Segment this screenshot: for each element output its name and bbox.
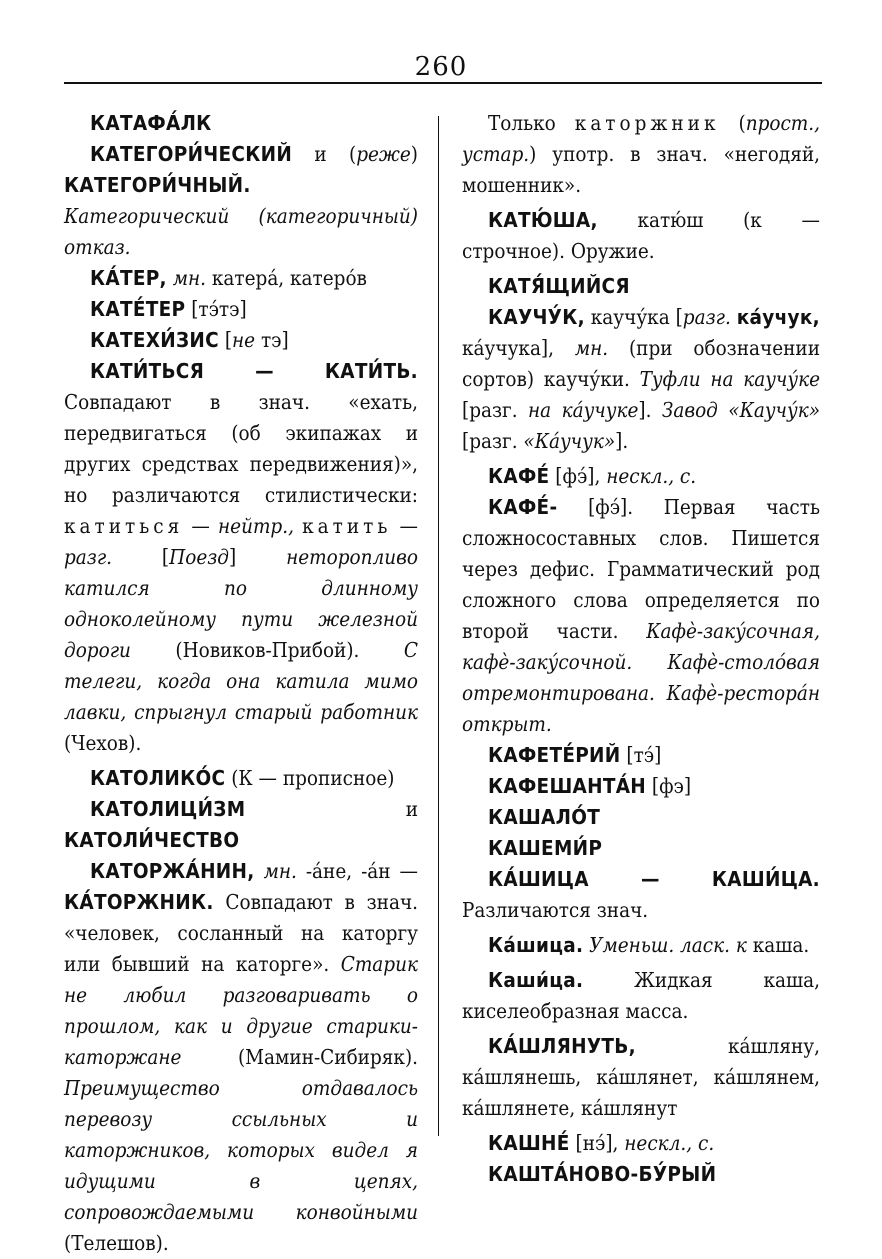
body-text: каша. xyxy=(746,933,810,957)
body-text: и ( xyxy=(292,142,357,166)
body-text: ) употр. в знач. «негодяй, мошенник». xyxy=(462,142,820,197)
headword: КА́ШИЦА — КАШИ́ЦА. xyxy=(488,867,820,891)
italic-text: Поезд xyxy=(169,545,229,569)
headword: КАТЕ́ТЕР xyxy=(90,297,186,321)
body-text: [разг. xyxy=(462,398,528,422)
headword: КАТОЛИЦИ́ЗМ xyxy=(90,797,246,821)
body-text: — xyxy=(391,514,418,538)
italic-text: мн. xyxy=(574,336,609,360)
spaced-text: катиться xyxy=(64,514,184,538)
headword: КАТЕХИ́ЗИС xyxy=(90,328,219,352)
dictionary-entry xyxy=(462,108,820,201)
headword: Каши́ца. xyxy=(488,968,584,992)
dictionary-entry xyxy=(462,833,820,864)
body-text: катю́ш (к — строчное). Оружие. xyxy=(462,208,820,263)
dictionary-entry xyxy=(462,771,820,802)
headword: КАУЧУ́К, xyxy=(488,305,585,329)
body-text: Различаются знач. xyxy=(462,898,649,922)
italic-text: не xyxy=(232,328,256,352)
headword: КАФЕ́- xyxy=(488,495,558,519)
body-text: [тэ́] xyxy=(620,743,662,767)
headword: КА́ТЕР, xyxy=(90,266,167,290)
body-text: (К — прописное) xyxy=(225,766,395,790)
body-text: ( xyxy=(719,111,746,135)
headword: КАТЯ́ЩИЙСЯ xyxy=(488,274,630,298)
spaced-text: катить xyxy=(302,514,392,538)
italic-text: нескл., с. xyxy=(624,1131,715,1155)
headword: КАФЕ́ xyxy=(488,464,550,488)
dictionary-entry xyxy=(462,271,820,302)
dictionary-entry xyxy=(462,965,820,1027)
dictionary-entry xyxy=(64,263,418,294)
dictionary-entry xyxy=(64,139,418,263)
dictionary-entry xyxy=(462,802,820,833)
body-text: ) xyxy=(410,142,418,166)
body-text: Совпадают в знач. «ехать, передвигаться (об экипажах и других средствах передвижения)», но различаются стилистически: xyxy=(64,390,418,507)
italic-text: Уменьш. ласк. xyxy=(589,933,730,957)
italic-text: к xyxy=(735,933,747,957)
dictionary-entry xyxy=(462,930,820,961)
dictionary-entry xyxy=(64,794,418,856)
body-text: ] xyxy=(229,545,287,569)
italic-text: Преимущество отдавалось перевозу ссыльных и каторжников, которых видел я идущими в цепях, сопровождаемыми конвойными xyxy=(64,1076,418,1224)
dictionary-entry xyxy=(462,1159,820,1190)
body-text: [тэ́тэ] xyxy=(185,297,247,321)
body-text: [нэ́], xyxy=(569,1131,625,1155)
headword: КАТЮ́ША, xyxy=(488,208,598,232)
body-text: ка́шляну, ка́шлянешь, ка́шлянет, ка́шлянем, ка́шлянете, ка́шлянут xyxy=(462,1034,820,1120)
headword: КАТОЛИ́ЧЕСТВО xyxy=(64,828,240,852)
body-text: [ xyxy=(112,545,170,569)
headword: КАФЕТЕ́РИЙ xyxy=(488,743,621,767)
body-text: Совпадают в знач. «человек, сосланный на каторгу или бывший на каторге». xyxy=(64,890,418,976)
spaced-text: каторжник xyxy=(574,111,720,135)
headword: КАШНЕ́ xyxy=(488,1131,570,1155)
body-text: — xyxy=(183,514,218,538)
body-text: [разг. xyxy=(462,429,524,453)
header-rule xyxy=(64,82,822,84)
italic-text: прост., устар. xyxy=(462,111,820,166)
body-text: Только xyxy=(488,111,575,135)
left-column xyxy=(64,108,418,1259)
dictionary-entry xyxy=(462,864,820,926)
body-text: (Новиков-Прибой). xyxy=(130,638,404,662)
dictionary-entry xyxy=(462,492,820,740)
body-text: ]. xyxy=(615,429,629,453)
headword: КАТЕГОРИ́ЧНЫЙ. xyxy=(64,173,251,197)
dictionary-entry xyxy=(64,856,418,1259)
body-text: тэ] xyxy=(255,328,289,352)
body-text: и xyxy=(245,797,418,821)
italic-text: реже xyxy=(356,142,411,166)
dictionary-entry xyxy=(462,740,820,771)
body-text: [ xyxy=(218,328,233,352)
body-text: (Чехов). xyxy=(64,731,142,755)
italic-text: на ка́учуке xyxy=(528,398,639,422)
headword: КАТОЛИКО́С xyxy=(90,766,226,790)
italic-text: Старик не любил разговаривать о прошлом, как и другие старики-каторжане xyxy=(64,952,418,1069)
italic-text: Туфли на каучу́ке xyxy=(639,367,820,391)
italic-text: мн. xyxy=(172,266,207,290)
body-text xyxy=(294,514,302,538)
italic-text: Кафѐ-заку́сочная, кафѐ-заку́сочной. Кафѐ-столо́вая отремонтирована. Кафѐ-рестора́н открыт. xyxy=(462,619,820,736)
italic-text: нескл., с. xyxy=(606,464,697,488)
right-column xyxy=(462,108,820,1190)
headword: КАТАФА́ЛК xyxy=(90,111,212,135)
dictionary-entry xyxy=(462,205,820,267)
dictionary-entry xyxy=(462,1031,820,1124)
headword: КАТИ́ТЬСЯ — КАТИ́ТЬ. xyxy=(90,359,418,383)
dictionary-entry xyxy=(64,325,418,356)
body-text: каучу́ка [ xyxy=(584,305,683,329)
body-text: ка́учука], xyxy=(462,336,575,360)
dictionary-entry xyxy=(64,356,418,759)
dictionary-entry xyxy=(462,302,820,457)
body-text: [фэ́], xyxy=(549,464,607,488)
headword: ка́учук, xyxy=(736,305,820,329)
dictionary-entry xyxy=(462,461,820,492)
dictionary-entry xyxy=(64,763,418,794)
italic-text: Завод «Каучу́к» xyxy=(661,398,820,422)
headword: КАШАЛО́Т xyxy=(488,805,601,829)
italic-text: «Ка́учук» xyxy=(523,429,616,453)
body-text: Жидкая каша, киселеобразная масса. xyxy=(462,968,820,1023)
headword: КАШЕМИ́Р xyxy=(488,836,603,860)
headword: Ка́шица. xyxy=(488,933,584,957)
italic-text: нейтр., xyxy=(218,514,294,538)
dictionary-entry xyxy=(462,1128,820,1159)
body-text: (Телешов). xyxy=(64,1231,169,1255)
body-text: (при обозначении сортов) каучу́ки. xyxy=(462,336,820,391)
headword: КА́ШЛЯНУТЬ, xyxy=(488,1034,636,1058)
headword: КАТОРЖА́НИН, xyxy=(90,859,255,883)
body-text: ]. xyxy=(638,398,662,422)
italic-text: мн. xyxy=(263,859,297,883)
italic-text: разг. xyxy=(682,305,731,329)
dictionary-entry xyxy=(64,108,418,139)
headword: КАТЕГОРИ́ЧЕСКИЙ xyxy=(90,142,293,166)
body-text: катера́, катеро́в xyxy=(206,266,367,290)
italic-text: С телеги, когда она катила мимо лавки, спрыгнул старый работник xyxy=(64,638,418,724)
body-text: -а́не, -а́н — xyxy=(296,859,418,883)
body-text: [фэ] xyxy=(646,774,692,798)
column-divider xyxy=(438,116,439,1136)
headword: КА́ТОРЖНИК. xyxy=(64,890,214,914)
body-text xyxy=(255,859,264,883)
dictionary-entry xyxy=(64,294,418,325)
headword: КАФЕШАНТА́Н xyxy=(488,774,647,798)
body-text: (Мамин-Сибиряк). xyxy=(181,1045,418,1069)
headword: КАШТА́НОВО-БУ́РЫЙ xyxy=(488,1162,717,1186)
italic-text: разг. xyxy=(64,545,113,569)
page-number: 260 xyxy=(414,52,468,82)
body-text: [фэ́]. Первая часть сложносоставных слов. Пишется через дефис. Грамматический род сложного слова определяется по второй части. xyxy=(462,495,820,643)
italic-text: Категорический (категоричный) отказ. xyxy=(64,204,418,259)
italic-text: неторопливо катился по длинному одноколейному пути железной дороги xyxy=(64,545,418,662)
